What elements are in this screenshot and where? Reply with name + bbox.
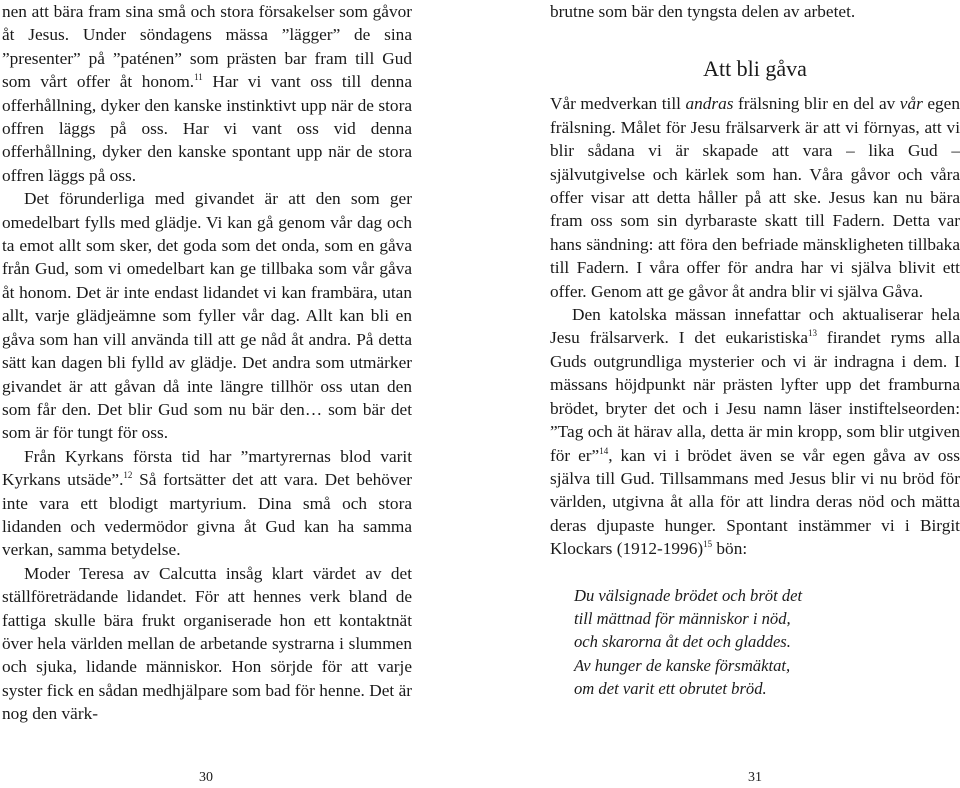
text-run: Moder Teresa av Calcutta insåg klart värdet av det ställföreträdande lidandet. För att hennes verk bland de fattiga skulle bära frukt organiserade hon ett kontaktnät över hela världen mellan de arbetande systrarna i slummen och sjuka, lidande människor. Hon sörjde för att varje syster fick en sådan medhjälpare som bad för henne. Det är nog den värk- bbox=[2, 563, 412, 724]
page-number: 30 bbox=[199, 770, 213, 785]
paragraph bbox=[2, 0, 412, 187]
page-number: 31 bbox=[748, 770, 762, 785]
paragraph bbox=[2, 445, 412, 562]
text-run: , kan vi i brödet även se vår egen gåva av oss själva till Gud. Tillsammans med Jesus blir vi nu bröd för världen, utgivna åt alla för att lindra deras nöd och mätta deras djupaste hunger. Spontant instämmer vi i Birgit Klockars (1912-1996) bbox=[550, 445, 960, 559]
text-run: Den katolska mässan innefattar och aktualiserar hela Jesu frälsarverk. I det eukaristiska bbox=[550, 305, 960, 348]
footnote-marker: 13 bbox=[808, 328, 818, 339]
right-page bbox=[480, 0, 960, 788]
footnote-marker: 11 bbox=[194, 72, 203, 83]
poem-line: Av hunger de kanske försmäktat, bbox=[574, 655, 791, 675]
text-run: egen frälsning. Målet för Jesu frälsarverk är att vi förnyas, att vi blir sådana vi är skapade att vara – lika Gud – självutgivelse och kärlek som han. Våra gåvor och våra offer visar att detta håller på att ske. Jesus kan nu bära fram oss som sin dyrbaraste skatt till Fadern. Detta var hans sändning: att föra den befriade mänskligheten tillbaka till Fadern. I våra offer för andra har vi själva blivit ett offer. Genom att ge gåvor åt andra blir vi själva Gåva. bbox=[550, 94, 960, 301]
poem-line: Du välsignade brödet och bröt det bbox=[574, 585, 803, 605]
text-run: Det förunderliga med givandet är att den som ger omedelbart fylls med glädje. Vi kan gå genom vår dag och ta emot allt som sker, det goda som det onda, som en gåva från Gud, som vi omedelbart kan ge tillbaka som vår gåva åt honom. Det är inte endast lidandet vi kan frambära, utan allt, varje glädjeämne som fyller vår dag. Allt kan bli en gåva som han vill använda till att ge nåd åt andra. På detta sätt kan dagen bli fylld av glädje. Det andra som utmärker givandet är att gåvan då inte längre tillhör oss utan den som får den. Det blir Gud som nu bär den… som bär det som är för tungt för oss. bbox=[2, 189, 412, 443]
text-run: Har vi vant oss till denna offerhållning, dyker den kanske instinktivt upp när de stora offren läggs på oss. Har vi vant oss vid denna offerhållning, dyker den kanske spontant upp när de stora offren läggs på oss. bbox=[2, 72, 412, 185]
poem bbox=[574, 584, 960, 701]
emphasis: andras bbox=[685, 94, 734, 114]
paragraph bbox=[2, 187, 412, 444]
text-run: Från Kyrkans första tid har ”martyrernas blod varit Kyrkans utsäde”. bbox=[2, 446, 412, 490]
footnote-marker: 14 bbox=[599, 445, 609, 456]
continued-line: brutne som bär den tyngsta delen av arbetet. bbox=[550, 2, 856, 21]
footnote-marker: 12 bbox=[123, 470, 133, 481]
text-run: bön: bbox=[712, 539, 748, 559]
right-text-column bbox=[550, 0, 960, 701]
text-run: frälsning blir en del av bbox=[733, 94, 900, 114]
text-run: Så fortsätter det att vara. Det behöver inte vara ett blodigt martyrium. Dina små och stora lidanden och vedermödor givna åt Gud kan ha samma verkan, samma betydelse. bbox=[2, 470, 412, 560]
footnote-marker: 15 bbox=[703, 539, 713, 550]
text-run: Vår medverkan till bbox=[550, 94, 686, 114]
paragraph bbox=[550, 92, 960, 303]
text-run: firandet ryms alla Guds outgrundliga mysterier och vi är indragna i dem. I mässans höjdpunkt när prästen lyfter upp det framburna brödet, bryter det och i Jesu namn läser instiftelseorden: ”Tag och ät härav alla, detta är min kropp, som blir utgiven för er” bbox=[550, 328, 960, 465]
left-text-column bbox=[2, 0, 412, 726]
paragraph bbox=[550, 303, 960, 560]
poem-line: om det varit ett obrutet bröd. bbox=[574, 679, 767, 699]
section-heading: Att bli gåva bbox=[703, 56, 807, 82]
emphasis: vår bbox=[899, 94, 923, 114]
paragraph bbox=[2, 562, 412, 726]
poem-line: till mättnad för människor i nöd, bbox=[574, 608, 791, 628]
text-run: nen att bära fram sina små och stora försakelser som gåvor åt Jesus. Under söndagens mässa ”lägger” de sina ”presenter” på ”paténen” som prästen bar fram till Gud som vårt offer åt honom. bbox=[2, 2, 412, 92]
poem-line: och skarorna åt det och gladdes. bbox=[574, 632, 791, 652]
